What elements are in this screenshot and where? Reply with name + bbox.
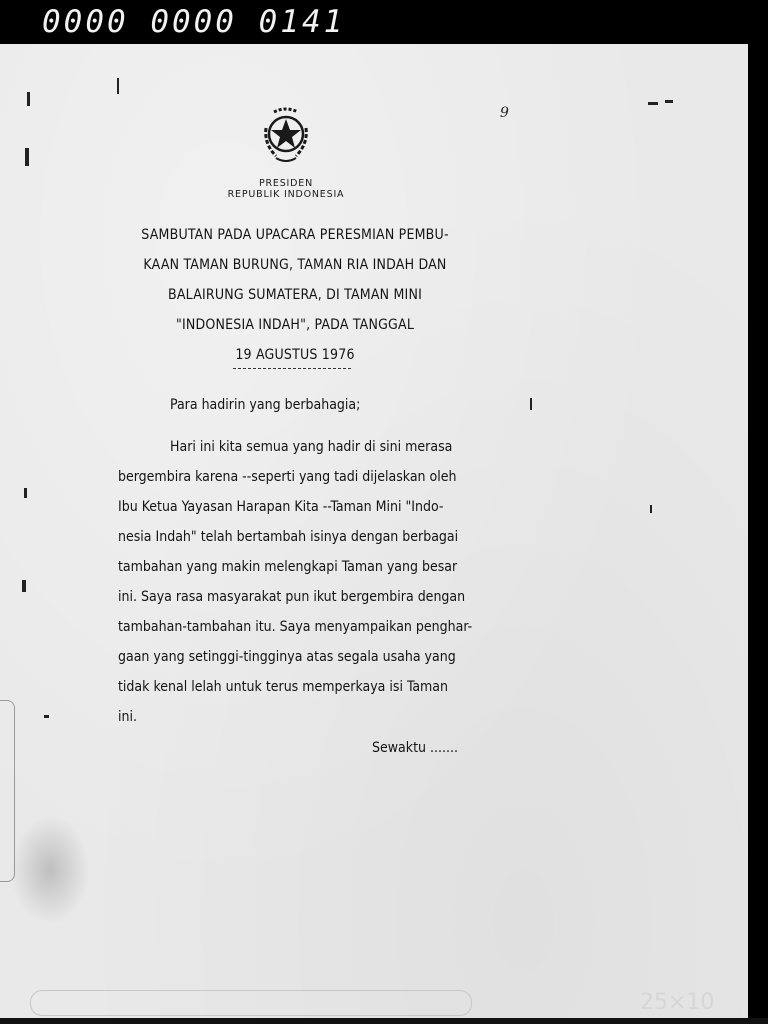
scan-speck	[24, 488, 27, 498]
salutation: Para hadirin yang berbahagia;	[170, 397, 361, 413]
body-line: nesia Indah" telah bertambah isinya dengan berbagai	[118, 529, 459, 545]
title-line: 19 AGUSTUS 1976	[235, 347, 355, 363]
body-line: tambahan-tambahan itu. Saya menyampaikan penghar-	[118, 619, 473, 635]
scan-speck	[44, 715, 49, 718]
title-line: BALAIRUNG SUMATERA, DI TAMAN MINI	[168, 287, 422, 303]
title-line: SAMBUTAN PADA UPACARA PERESMIAN PEMBU-	[141, 227, 449, 243]
body-line: ini.	[118, 709, 137, 725]
clip-shadow	[0, 700, 15, 882]
scale-mark: 25×10	[640, 990, 715, 1015]
title-line: KAAN TAMAN BURUNG, TAMAN RIA INDAH DAN	[143, 257, 447, 273]
body-line: tambahan yang makin melengkapi Taman yang besar	[118, 559, 458, 575]
title-line: "INDONESIA INDAH", PADA TANGGAL	[175, 317, 415, 333]
page-fold-shadow	[30, 990, 472, 1016]
film-bottom-border	[0, 1018, 768, 1024]
speech-title	[100, 220, 490, 370]
presidential-star-wreath-icon	[254, 104, 318, 168]
scan-speck	[650, 505, 652, 513]
body-line: Hari ini kita semua yang hadir di sini merasa	[170, 439, 453, 455]
scan-speck	[25, 148, 29, 166]
page-number: 9	[500, 105, 509, 121]
speech-body	[118, 432, 508, 732]
letterhead-line-1: PRESIDEN	[259, 178, 313, 189]
body-line: ini. Saya rasa masyarakat pun ikut bergembira dengan	[118, 589, 466, 605]
scan-speck	[648, 102, 658, 105]
scan-speck	[22, 580, 26, 592]
body-line: bergembira karena --seperti yang tadi dijelaskan oleh	[118, 469, 457, 485]
body-line: Ibu Ketua Yayasan Harapan Kita --Taman Mini "Indo-	[118, 499, 444, 515]
body-line: gaan yang setinggi-tingginya atas segala usaha yang	[118, 649, 456, 665]
scan-speck	[27, 92, 30, 106]
film-right-border	[748, 44, 768, 1024]
continuation-catchword: Sewaktu .......	[372, 740, 458, 756]
film-strip-header	[0, 0, 768, 44]
scan-speck	[665, 100, 673, 103]
frame-code: 0000 0000 0141	[42, 4, 346, 40]
scan-speck	[117, 78, 119, 94]
letterhead-line-2: REPUBLIK INDONESIA	[227, 189, 345, 200]
scan-smudge	[10, 815, 90, 925]
body-line: tidak kenal lelah untuk terus memperkaya isi Taman	[118, 679, 449, 695]
title-underline	[233, 368, 351, 369]
letterhead	[186, 178, 386, 200]
scan-speck	[530, 398, 532, 410]
